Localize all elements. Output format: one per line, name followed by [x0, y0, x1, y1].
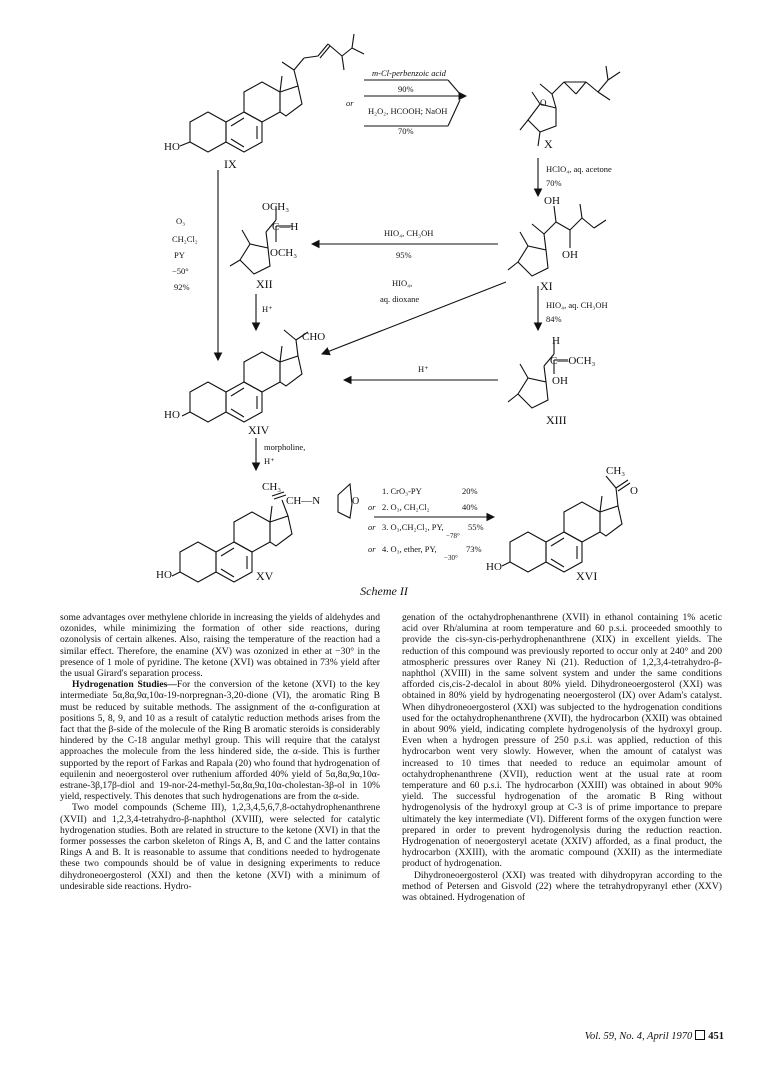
reagent-xi-xiii-yield: 84%: [546, 314, 562, 324]
reagent-xi-xiv-1: HIO₄,: [392, 278, 413, 288]
reagent-ix-xii-temp: −50°: [172, 266, 189, 276]
xiii-oh-label: OH: [552, 375, 568, 387]
compound-label-xi: XI: [540, 279, 553, 293]
page-number: 451: [708, 1031, 724, 1042]
reagent-ix-x-yield1: 90%: [398, 84, 414, 94]
reagent-ix-xii-yield: 92%: [174, 282, 190, 292]
xiii-h-label: H: [552, 335, 560, 347]
paragraph-text: For the conversion of the ketone (XVI) to the key intermediate 5α,8α,9α,10α-19-norpregnan-3,20-dione (VI), the aromatic Ring B must be reduced by suitable methods. The assignment of the α-configuration at positions 5, 8, 9, and 10 as a result of catalytic reduction methods arises from the fact that the β-side of the molecule of the Ring B aromatic steroids is considerably hindered by the C-18 angular methyl group. This will require that the catalyst approaches the molecule from the less hindered side, the α-side. This is further supported by the report of Farkas and Rapala (20) who found that hydrogenation of equilenin and neoergosterol over ruthenium afforded 40% yield of 5α,8α,9α,10α-estrane-3β,17β-diol and 19-nor-24-methyl-5α,8α,9α,10α-cholestan-3β-ol in 10% yield, respectively. This denotes that such hydrogenations are from the α-side.: [60, 679, 380, 803]
xiv-cho-label: CHO: [302, 331, 326, 343]
scheme-caption: Scheme II: [360, 584, 408, 598]
xv-morpholine-o-label: O: [352, 496, 360, 507]
reagent-xiii-xiv: H⁺: [418, 364, 429, 374]
paragraph: [60, 679, 380, 802]
body-column-right: [402, 612, 722, 903]
reagent-ix-xii-solvent: CH₂Cl₂: [172, 234, 198, 244]
xi-oh-top-label: OH: [544, 195, 560, 207]
xii-och3-top-label: OCH₃: [262, 201, 290, 213]
reagent-xi-xiii-1: HIO₄, aq. CH₃OH: [546, 300, 608, 310]
reagent-xv-xvi-4: 4. O₃, ether, PY,: [382, 544, 437, 554]
compound-label-xiii: XIII: [546, 413, 567, 427]
body-column-left: [60, 612, 380, 892]
reagent-xv-xvi-or1: or: [368, 502, 376, 512]
reagent-xii-xiv: H⁺: [262, 304, 273, 314]
reagent-xiv-xv-2: H⁺: [264, 456, 275, 466]
reagent-xv-xvi-1: 1. CrO₃-PY: [382, 486, 422, 496]
xiv-ho-label: HO: [164, 409, 180, 421]
xv-ho-label: HO: [156, 569, 172, 581]
paragraph: some advantages over methylene chloride in increasing the yields of aldehydes and ozonides, while minimizing the formation of other side reactions, during ozonolysis of certain alkenes. Also, raising the temperature of the reaction had a similar effect. Therefore, the enamine (XV) was ozonized in ether at −30° in the presence of 1 mole of pyridine. The ketone (XVI) was obtained in 73% yield after the usual Girard's separation process.: [60, 612, 380, 680]
structure-ix: [180, 34, 364, 152]
structure-xiii: [508, 340, 568, 408]
compound-label-x: X: [544, 137, 553, 151]
ix-ho-label: HO: [164, 141, 180, 153]
reagent-xiv-xv-1: morpholine,: [264, 442, 306, 452]
xv-ch3-label: CH₃: [262, 481, 282, 493]
compound-label-ix: IX: [224, 157, 237, 171]
run-in-heading: Hydrogenation Studies—: [72, 679, 177, 691]
structure-xvi: [502, 476, 630, 572]
reagent-xv-xvi-3-yield: 55%: [468, 522, 484, 532]
reagent-ix-x-1: m-Cl-perbenzoic acid: [372, 68, 446, 78]
reagent-xv-xvi-3: 3. O₃,CH₂Cl₂, PY,: [382, 522, 444, 532]
reagent-xv-xvi-1-yield: 20%: [462, 486, 478, 496]
reagent-ix-xii-o3: O₃: [176, 216, 186, 226]
reagent-ix-xii-py: PY: [174, 250, 185, 260]
reagent-xv-xvi-3-temp: −78°: [446, 532, 460, 540]
compound-label-xvi: XVI: [576, 569, 598, 583]
structure-xi: [508, 204, 606, 276]
xii-och3-bottom-label: OCH₃: [270, 247, 298, 259]
square-icon: [695, 1030, 705, 1040]
arrow-xi-xiv: [322, 282, 506, 354]
reagent-xi-xii-1: HIO₄, CH₃OH: [384, 228, 434, 238]
reagent-ix-x-yield2: 70%: [398, 126, 414, 136]
journal-citation: Vol. 59, No. 4, April 1970: [584, 1031, 693, 1042]
reagent-x-xi-yield: 70%: [546, 178, 562, 188]
xii-c-h-label: C—H: [272, 221, 299, 233]
reagent-xv-xvi-2: 2. O₃, CH₂Cl₂: [382, 502, 430, 512]
structure-xv: [172, 484, 352, 582]
xvi-o-label: O: [630, 485, 638, 497]
reagent-xv-xvi-4-temp: −30°: [444, 554, 458, 562]
xvi-ho-label: HO: [486, 561, 502, 573]
xvi-ch3-label: CH₃: [606, 465, 626, 477]
xiii-c-och3-label: C—OCH₃: [550, 355, 596, 367]
page-footer: [585, 1030, 724, 1042]
paragraph: Dihydroneoergosterol (XXI) was treated with dihydropyran according to the method of Petersen and Gisvold (22) where the tetrahydropyranyl ether (XXV) was obtained. Hydrogenation of: [402, 869, 722, 904]
reagent-xi-xiv-2: aq. dioxane: [380, 294, 420, 304]
structure-xii: [230, 206, 292, 274]
paragraph: Two model compounds (Scheme III), 1,2,3,4,5,6,7,8-octahydrophenanthrene (XVII) and 1,2,3,4-tetrahydro-β-naphthol (XVIII), were selected for catalytic hydrogenation studies. Both are related in structure to the ketone (XVI) in that the former possesses the carbon skeleton of Rings A, B, and C and the latter contains Rings A and B. It is reasonable to assume that conditions needed to hydrogenate these two compounds should be of value in designing experiments to reduce dihydroneoergosterol (XXI) and then the ketone (XVI) with a minimum of undesirable side reactions. Hydro-: [60, 802, 380, 892]
reagent-xv-xvi-or2: or: [368, 522, 376, 532]
reagent-xi-xii-yield: 95%: [396, 250, 412, 260]
x-epoxide-o-label: O: [540, 98, 547, 108]
reagent-x-xi-1: HClO₄, aq. acetone: [546, 164, 612, 174]
structure-xiv: [182, 330, 308, 422]
compound-label-xii: XII: [256, 277, 273, 291]
structure-x: [520, 66, 620, 146]
xi-oh-bottom-label: OH: [562, 249, 578, 261]
compound-label-xv: XV: [256, 569, 274, 583]
reagent-xv-xvi-or3: or: [368, 544, 376, 554]
paragraph: genation of the octahydrophenanthrene (XVII) in ethanol containing 1% acetic acid over Rh/alumina at room temperature and 60 p.s.i. proceeded smoothly to provide the cis-syn-cis-perhydrophenanthrene (XIX) in excellent yields. The reduction of this compound was previously reported to occur only at 240° and 200 atmospheric pressures over Raney Ni (21). Reduction of 1,2,3,4-tetrahydro-β-naphthol (XVIII) in the same solvent system and under the same conditions afforded cis,cis-2-decalol in about 80% yield. Dihydroneoergosterol (XXI) was obtained in 80% yield by hydrogenating neoergosterol (IX) over Adam's catalyst. When dihydroneoergosterol (XXI) was subjected to the hydrogenation conditions used for the octahydrophenanthrene (XVII), the hydrocarbon (XXII) was obtained in about 90% yield, indicating complete hydrogenolysis of the hydroxyl group. Even when a hydrogen pressure of 250 p.s.i. was applied, reduction of this hydrocarbon went very slowly. However, when the amount of catalyst was increased to 10 times that needed to reduce an equimolar amount of octahydrophenanthrene (XVII), reduction went at the usual rate at room temperature and 60 p.s.i. The hydrocarbon (XXIII) was obtained in about 90% yield. The successful hydrogenation of the aromatic B Ring without hydrogenolysis of the hydroxyl group at C-3 is of prime importance to prepare ultimately the key intermediate (VI). Different forms of the oxygen function were prepared in order to prevent hydrogenolysis during the reduction reaction. Hydrogenation of neoergosteryl acetate (XXIV) afforded, as a final product, the hydrocarbon (XXIII), with the aromatic compound (XXII) as the intermediate product of hydrogenation.: [402, 612, 722, 870]
reagent-ix-x-or: or: [346, 98, 354, 108]
reagent-xv-xvi-4-yield: 73%: [466, 544, 482, 554]
reagent-xv-xvi-2-yield: 40%: [462, 502, 478, 512]
reagent-ix-x-2: H₂O₂, HCOOH; NaOH: [368, 106, 448, 116]
compound-label-xiv: XIV: [248, 423, 270, 437]
xv-ch-n-label: CH—N: [286, 495, 321, 507]
